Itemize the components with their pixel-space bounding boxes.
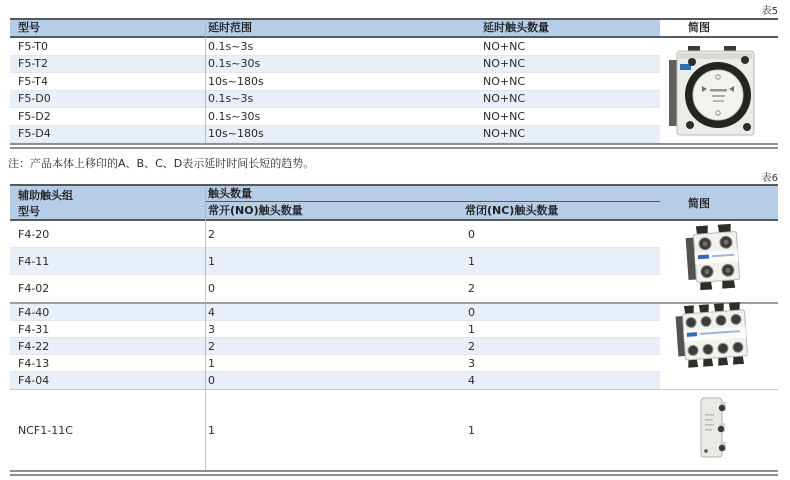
model-cell: F4-22 [18, 339, 50, 353]
table-row [10, 275, 778, 302]
table-row [10, 73, 778, 91]
no-cell: 1 [208, 254, 215, 268]
model-cell: F5-T2 [18, 57, 49, 71]
header-contact-qty: 触头数量 [205, 186, 660, 202]
table-row [10, 390, 778, 470]
table-bottom-border [10, 143, 778, 149]
nc-cell: 4 [468, 374, 475, 387]
table-bottom-border [10, 470, 778, 476]
range-cell: 0.1s~30s [208, 57, 261, 71]
range-cell: 10s~180s [208, 127, 264, 141]
aux-4pole-photo [674, 301, 752, 368]
no-cell: 1 [208, 423, 215, 437]
header-diagram: 简图 [688, 196, 710, 210]
table6-header-row [10, 186, 778, 221]
model-cell: F5-T0 [18, 39, 49, 53]
no-cell: 4 [208, 305, 215, 319]
nc-cell: 0 [468, 227, 475, 241]
no-cell: 0 [208, 282, 215, 295]
table5-tag: 表5 [761, 6, 778, 17]
table-row [10, 38, 778, 56]
range-cell: 0.1s~30s [208, 109, 261, 123]
range-cell: 0.1s~3s [208, 39, 254, 53]
model-cell: F5-T4 [18, 74, 49, 88]
aux-2pole-photo [684, 222, 748, 292]
table-row [10, 321, 778, 338]
nc-cell: 2 [468, 282, 475, 295]
contacts-cell: NO+NC [483, 74, 526, 88]
header-aux-group: 辅助触头组 [18, 189, 73, 202]
table-row [10, 355, 778, 372]
no-cell: 2 [208, 339, 215, 353]
model-cell: NCF1-11C [18, 423, 73, 437]
model-cell: F5-D2 [18, 109, 51, 123]
nc-cell: 1 [468, 322, 475, 336]
no-cell: 2 [208, 227, 215, 241]
model-cell: F4-31 [18, 322, 50, 336]
contacts-cell: NO+NC [483, 92, 526, 106]
table-row [10, 56, 778, 74]
nc-cell: 2 [468, 339, 475, 353]
table6-tag: 表6 [761, 173, 778, 184]
model-cell: F5-D0 [18, 92, 51, 106]
table-row [10, 91, 778, 109]
header-nc-contacts: 常闭(NC)触头数量 [465, 204, 559, 217]
model-cell: F4-02 [18, 282, 50, 295]
model-cell: F5-D4 [18, 127, 51, 141]
column-divider [205, 188, 206, 470]
header-no-contacts: 常开(NO)触头数量 [208, 204, 303, 217]
nc-cell: 3 [468, 356, 475, 370]
delay-contact-table [10, 18, 778, 149]
table-row [10, 338, 778, 355]
no-cell: 3 [208, 322, 215, 336]
header-model: 型号 [18, 205, 40, 218]
table-row [10, 304, 778, 321]
range-cell: 0.1s~3s [208, 92, 254, 106]
nc-cell: 1 [468, 254, 475, 268]
table-row [10, 248, 778, 275]
f5-timer-photo [666, 44, 762, 142]
table5-header-row [10, 20, 778, 38]
no-cell: 1 [208, 356, 215, 370]
header-delay-contacts: 延时触头数量 [483, 21, 549, 34]
no-cell: 0 [208, 374, 215, 387]
nc-cell: 1 [468, 423, 475, 437]
contacts-cell: NO+NC [483, 57, 526, 71]
contacts-cell: NO+NC [483, 127, 526, 141]
header-delay-range: 延时范围 [208, 21, 252, 34]
range-cell: 10s~180s [208, 74, 264, 88]
model-cell: F4-04 [18, 374, 50, 387]
header-diagram: 简图 [660, 20, 778, 36]
contacts-cell: NO+NC [483, 109, 526, 123]
header-model: 型号 [18, 21, 40, 34]
model-cell: F4-40 [18, 305, 50, 319]
table-row [10, 372, 778, 389]
model-cell: F4-20 [18, 227, 50, 241]
aux-contact-table [10, 184, 778, 476]
table-row [10, 108, 778, 126]
nc-cell: 0 [468, 305, 475, 319]
contacts-cell: NO+NC [483, 39, 526, 53]
ncf1-side-photo [694, 396, 734, 460]
footnote: 注：产品本体上移印的A、B、C、D表示延时时间长短的趋势。 [8, 157, 315, 170]
model-cell: F4-11 [18, 254, 50, 268]
table-row [10, 221, 778, 248]
model-cell: F4-13 [18, 356, 50, 370]
table-row [10, 126, 778, 144]
column-divider [205, 22, 206, 143]
